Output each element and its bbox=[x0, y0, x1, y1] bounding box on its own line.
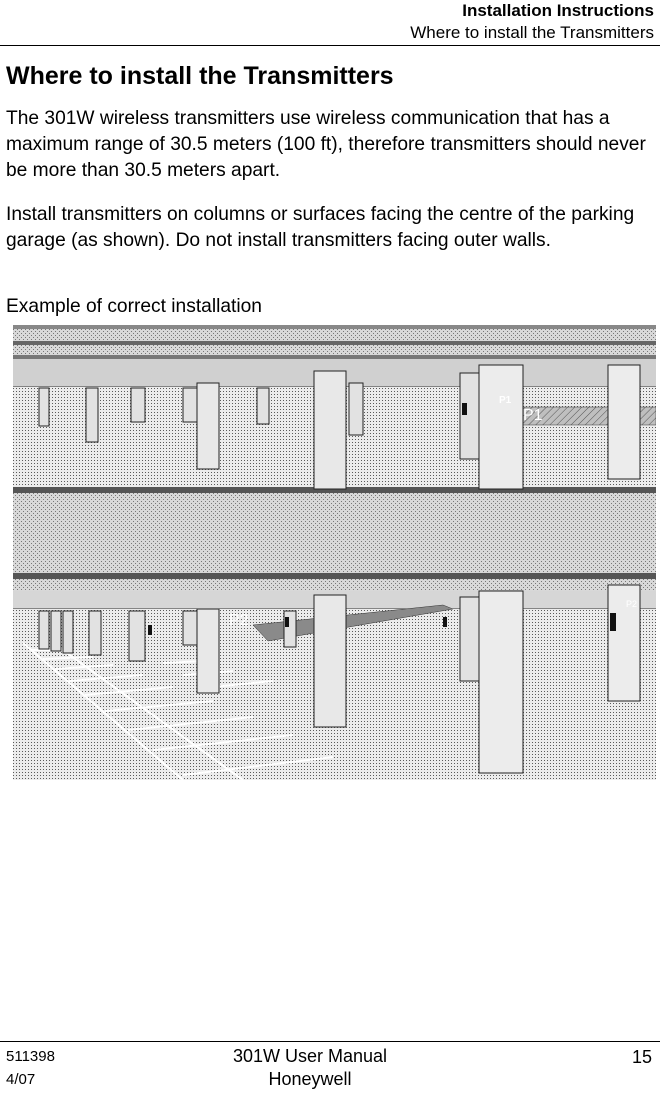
footer-rule bbox=[0, 1041, 660, 1042]
footer-date: 4/07 bbox=[6, 1071, 36, 1088]
header-rule bbox=[0, 45, 660, 46]
footer-manual-title: 301W User Manual bbox=[232, 1046, 388, 1066]
column-label-p2: P2 bbox=[626, 599, 638, 609]
page-number: 15 bbox=[631, 1047, 652, 1067]
footer-company: Honeywell bbox=[268, 1069, 352, 1089]
header-subsection: Where to install the Transmitters bbox=[410, 23, 654, 42]
paragraph-placement: Install transmitters on columns or surfaces facing the centre of the parking garage (as shown). Do not install transmitters facing outer walls. bbox=[6, 204, 635, 251]
parking-garage-figure bbox=[13, 325, 656, 780]
footer-doc-number: 511398 bbox=[6, 1048, 55, 1065]
column-label-p1: P1 bbox=[499, 395, 512, 406]
garage-illustration bbox=[13, 325, 656, 780]
slab-between-levels bbox=[13, 487, 656, 609]
figure-caption: Example of correct installation bbox=[6, 296, 262, 317]
page-title: Where to install the Transmitters bbox=[6, 62, 394, 90]
page-header bbox=[410, 0, 654, 44]
level-label-p2: P2 bbox=[229, 612, 249, 629]
paragraph-range: The 301W wireless transmitters use wireless communication that has a maximum range of 30.5 meters (100 ft), therefore transmitters should never be more than 30.5 meters apart. bbox=[6, 108, 646, 181]
level-label-p1: P1 bbox=[523, 407, 543, 424]
header-section: Installation Instructions bbox=[462, 1, 654, 20]
